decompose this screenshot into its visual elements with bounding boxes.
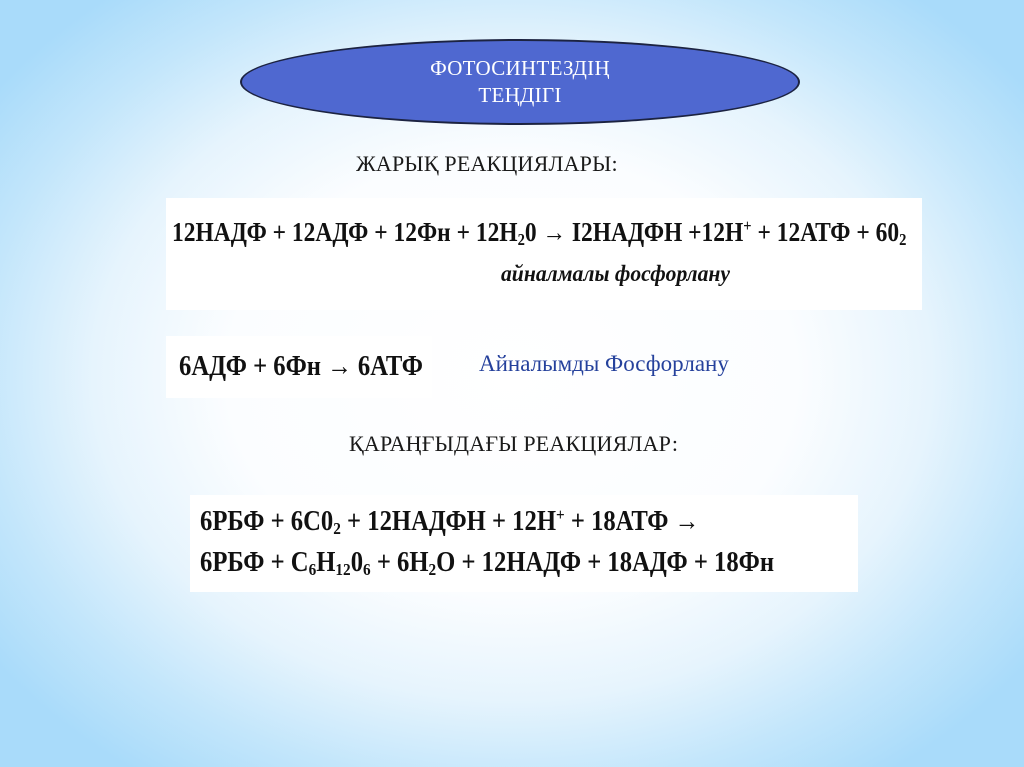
- light-reactions-note: айналмалы фосфорлану: [501, 261, 730, 286]
- cyclic-caption: Айналымды Фосфорлану: [479, 351, 729, 376]
- light-reactions-equation: 12НАДФ + $12АДФ + 12Фн + 12Н_20$ → І2НАДФН $+12Н^+ + 12АТФ + 60_2$: [172, 216, 907, 249]
- dark-reactions-equation-line-2: $6РБФ + С_6Н_{12}0_6 + 6Н_2О$ + 12НАДФ + 18АДФ + 18Фн: [200, 547, 775, 579]
- dark-reactions-equation-line-1: $6РБФ + 6С0_2$ + 12НАДФН + 12Н+ + 18АТФ →: [200, 505, 700, 538]
- title-oval: [240, 39, 800, 125]
- cyclic-equation-image: [166, 336, 432, 398]
- dark-reactions-equation-image: [190, 495, 858, 592]
- cyclic-equation: 6АДФ + 6Фн → 6АТФ: [179, 351, 423, 382]
- light-reactions-heading: ЖАРЫҚ РЕАКЦИЯЛАРЫ:: [356, 151, 618, 176]
- dark-reactions-heading: ҚАРАҢҒЫДАҒЫ РЕАКЦИЯЛАР:: [349, 431, 679, 456]
- light-reactions-equation-image: [166, 198, 922, 310]
- title-line-1: ФОТОСИНТЕЗДІҢ: [430, 56, 610, 80]
- title-line-2: ТЕҢДІГІ: [478, 83, 562, 107]
